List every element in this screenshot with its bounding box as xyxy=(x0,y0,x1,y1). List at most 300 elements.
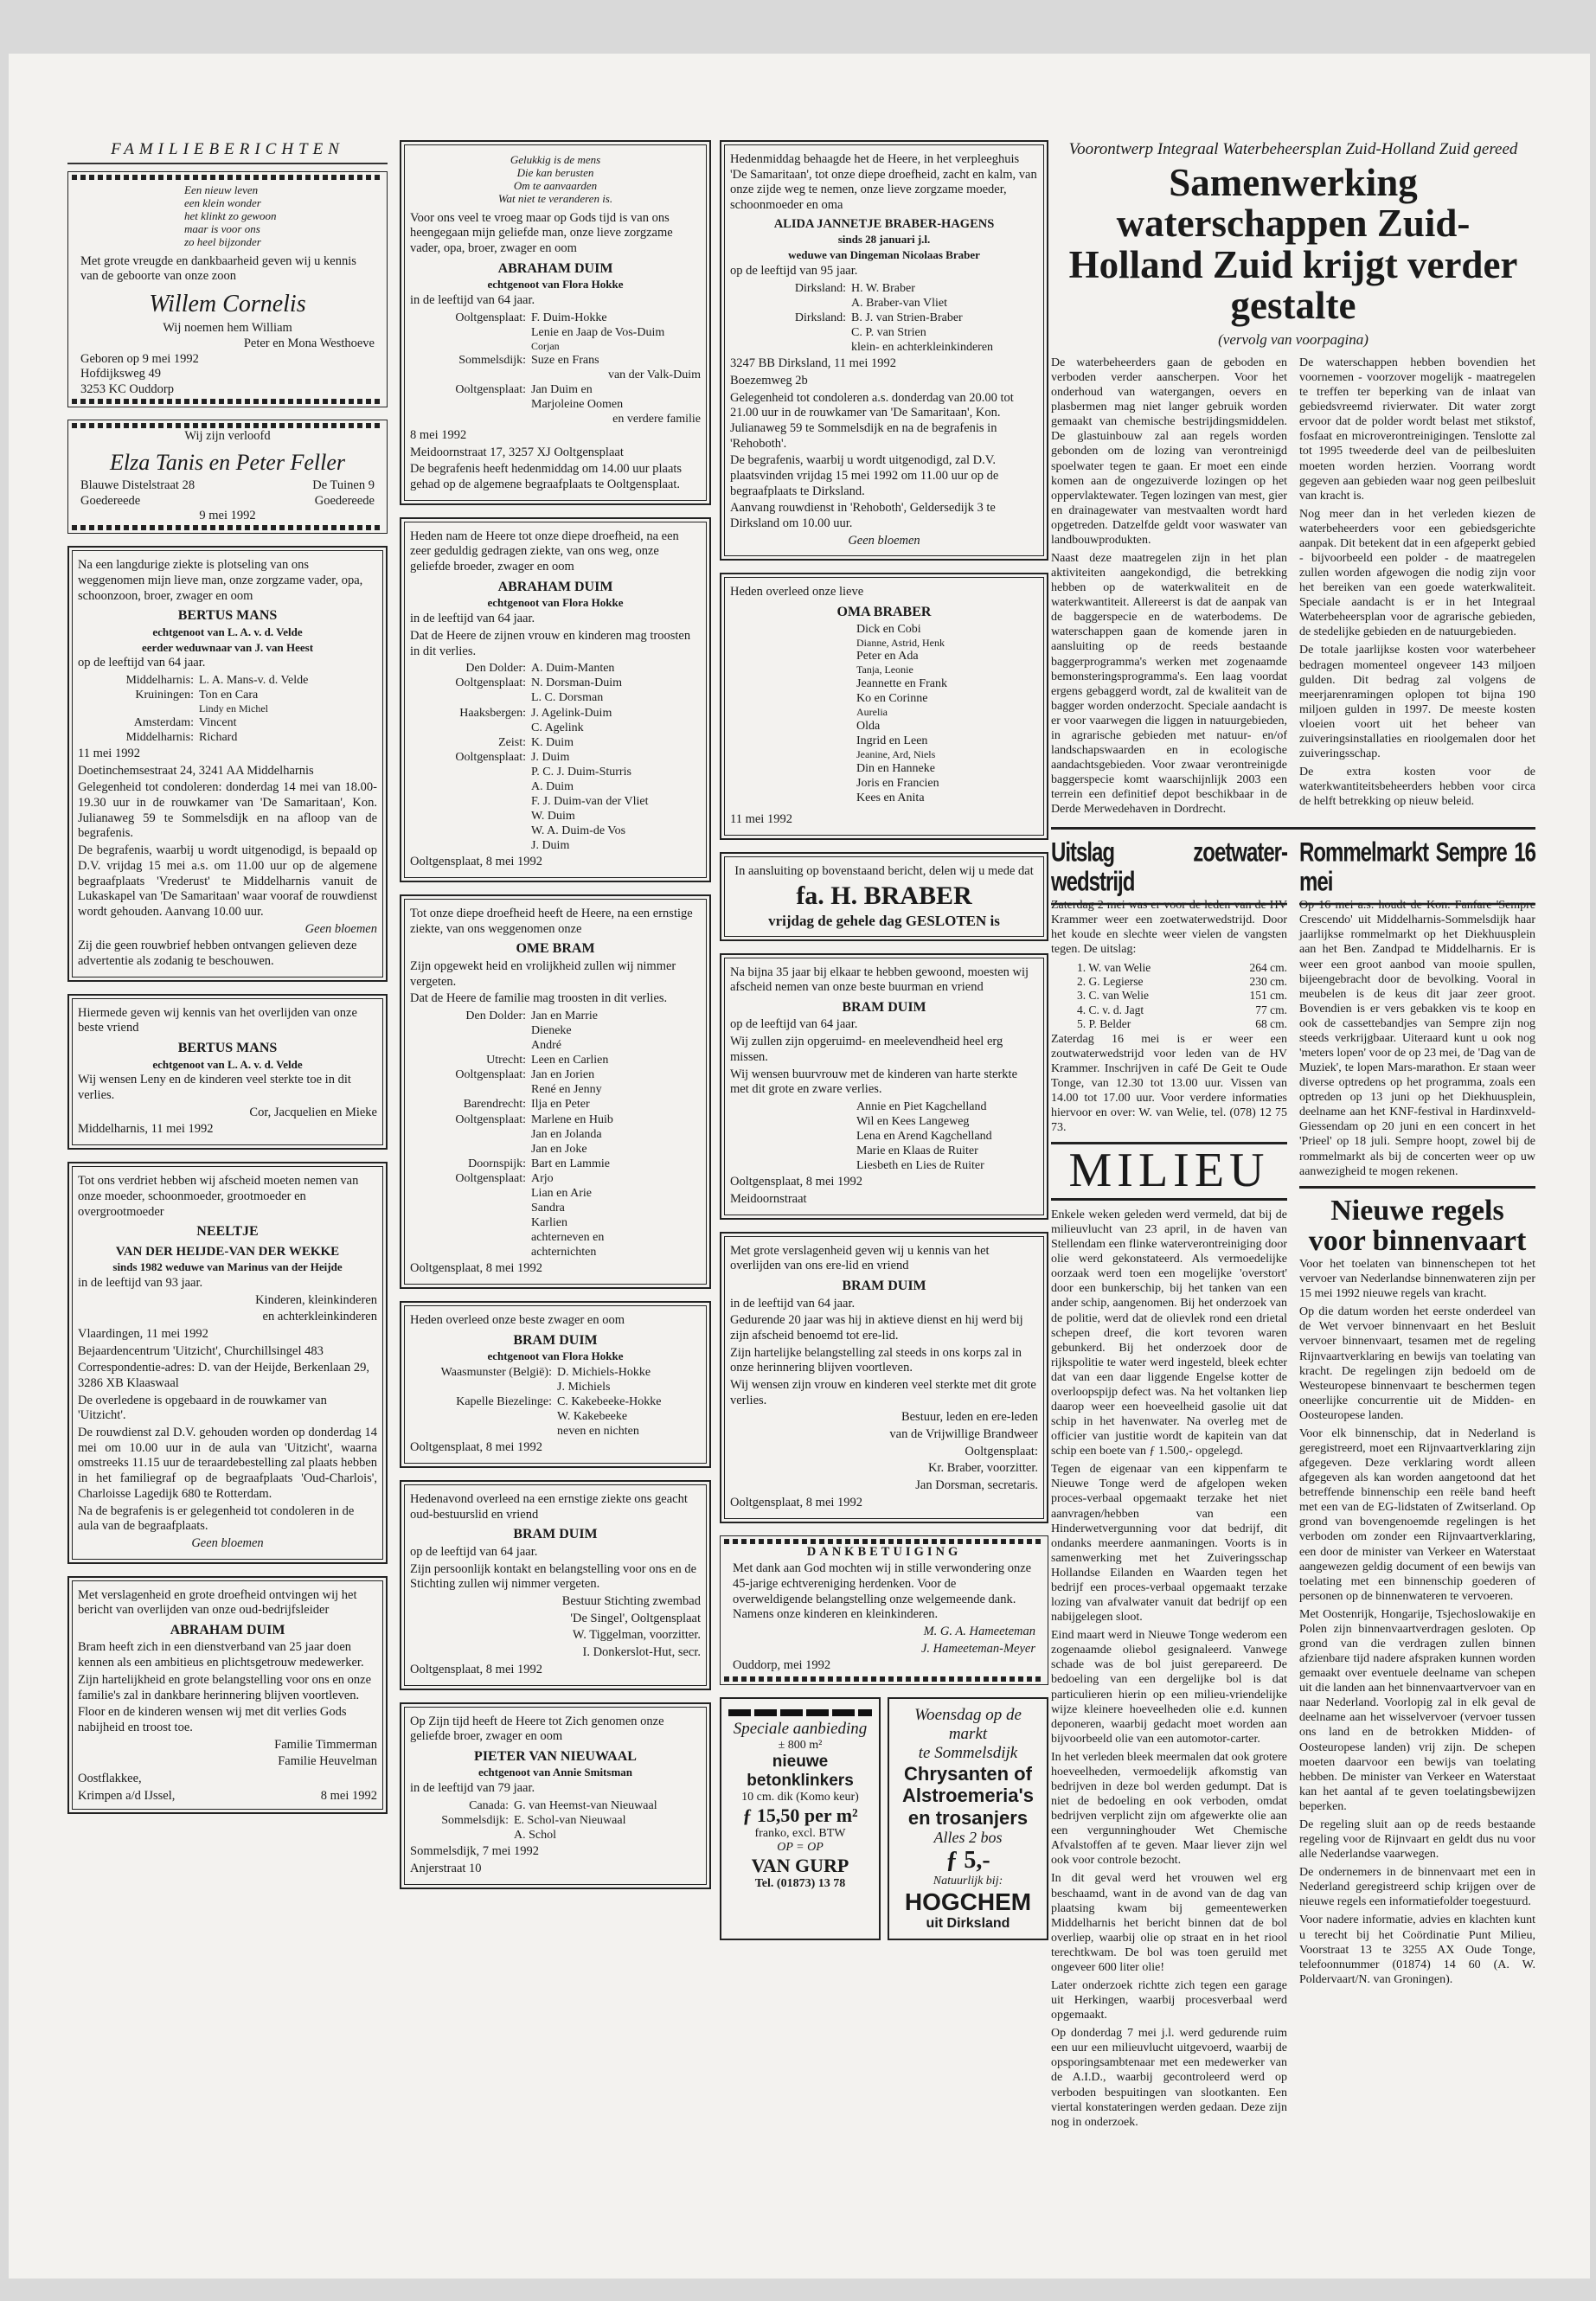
rel-name: H. W. Braber xyxy=(851,281,915,295)
obit-text: Gedurende 20 jaar was hij in aktieve dienst en hij werd bij zijn afscheid benoemd tot ere-lid. xyxy=(730,1313,1023,1343)
obit-sign: Bestuur Stichting zwembad xyxy=(561,1594,701,1609)
obit-place: Ooltgensplaat, 8 mei 1992 xyxy=(730,1175,863,1189)
milieu-paragraph: In dit geval werd het vrouwen wel erg beschaamd, want in de avond van de dag van plaatsing kwam bij gemeentewerken Middelharnis het bericht binnen dat de bol overliep, waarbij olie op straat en in het riool terechtkwam. De bol was toen geruild met ongeveer 600 liter olie! xyxy=(1051,1872,1287,1974)
rel-name: J. Agelink-Duim xyxy=(531,706,612,720)
rel-name: Bart en Lammie xyxy=(531,1157,610,1170)
rel-place: Ooltgensplaat: xyxy=(455,382,526,396)
obituary-bram-duim-zwembad xyxy=(400,1480,711,1689)
binnenvaart-paragraph: Voor elk binnenschip, dat in Nederland is geregistreerd, moet een Rijnvaartverklaring zijn afgegeven. Deze verklaring wordt alleen afgegeven als kan worden aangetoond dat het betreffende binnenschip een reële band heeft met een van de EG-lidstaten of Zwitserland. Op grond van bovengenoemde regelingen is het verboden om zonder een Rijnvaartverklaring, een door de minister van Verkeer en Waterstaat aangewezen geldig document of een bewijs van toelating met een binnenschip goederen of personen op de binnenwateren te vervoeren. xyxy=(1299,1426,1535,1603)
rel-name: Suze en Frans xyxy=(531,353,599,367)
result-row xyxy=(1077,1017,1287,1031)
rel-name: René en Jenny xyxy=(531,1083,602,1097)
grandchild: Joris en Francien xyxy=(856,776,939,790)
rel-place xyxy=(730,340,851,355)
rel-place: Dirksland: xyxy=(794,311,846,324)
binnenvaart-paragraph: Op die datum worden het eerste onderdeel van de Wet vervoer binnenvaart en het Besluit vervoer binnenvaart, tesamen met de regeling Rijnvaartverklaring en bewijs van toelating van kracht. De regelingen zijn bedoeld om de Westeuropese binnenvaart te beschermen tegen oneerlijke concurrentie uit de Midden- en Oosteuropese landen. xyxy=(1299,1305,1535,1422)
article-deck: (vervolg van voorpagina) xyxy=(1218,331,1368,348)
grandchild: Jeanine, Ard, Niels xyxy=(856,748,936,761)
rel-place xyxy=(410,368,531,382)
obit-intro: Tot ons verdriet hebben wij afscheid moeten nemen van onze moeder, schoonmoeder, grootmoeder en overgrootmoeder xyxy=(78,1174,359,1219)
result-length: 68 cm. xyxy=(1255,1017,1287,1031)
neighbour: Marie en Klaas de Ruiter xyxy=(856,1144,978,1158)
rel-place xyxy=(410,1215,531,1230)
rel-name: J. Duim xyxy=(531,839,570,853)
milieu-paragraph: Enkele weken geleden werd vermeld, dat bij de milieuvlucht van 23 april, in de haven van Stellendam een flinke waterverontreiniging door olie werd gekonstateerd. Als vermoedelijke oorzaak werd toen een mogelijke 'overstort' door een bunkerschip, bij het tanken van een ander schip, aangenomen. Bij het onderzoek van de politie, werd dat de olievlek rond een drietal schepen dreef, die kort tevoren waren gebunkerd. Bij het onderzoek door de rijkspolitie te water werd ingesteld, bleek echter dat van een daar liggende Engelse kotter de overloopspijp defect was. Na het voltanken liep daarop weer een hoeveelheid gasolie uit dat schip in het havenwater. Na overleg met de officier van justitie wordt de kapitein van dat schip een boete van ƒ 1.500,- opgelegd. xyxy=(1051,1208,1287,1458)
uitslag-headline: Uitslag zoetwater-wedstrijd xyxy=(1051,836,1287,905)
article-paragraph: De waterbeheerders gaan de geboden en verboden verder aanscherpen. Voor het onderhoud van watergangen, oevers en plasbermen mag niet langer gebruik worden gemaakt van chemische bestrijdingsmiddelen. De glastuinbouw zal aan regels worden gebonden om de lozing van verontreinigd spoelwater tegen te gaan. Er moet een einde komen aan de ongezuiverde lozingen op het oppervlaktewater. Tegen lozingen van mest, gier en drainagewater van mestvaalten wordt hard opgetreden. Datzelfde geldt voor waswater van landbouwprodukten. xyxy=(1051,356,1287,547)
obit-text: Zijn opgewekt heid en vrolijkheid zullen wij nimmer vergeten. xyxy=(410,958,676,989)
obituary-abraham-duim-family xyxy=(400,140,711,505)
rel-name: Corjan xyxy=(531,340,560,353)
result-length: 151 cm. xyxy=(1249,989,1287,1003)
rel-name: B. J. van Strien-Braber xyxy=(851,311,963,324)
obit-name: ABRAHAM DUIM xyxy=(170,1622,285,1638)
obit-place: Oostflakkee, xyxy=(78,1771,142,1785)
rel-name: W. A. Duim-de Vos xyxy=(531,824,626,838)
ad-size: ± 800 m² xyxy=(778,1739,823,1753)
rel-place xyxy=(730,325,851,340)
baby-name: Willem Cornelis xyxy=(149,291,306,318)
obit-date: 11 mei 1992 xyxy=(78,747,140,761)
obit-intro: Met grote verslagenheid geven wij u kennis van het overlijden van ons ere-lid en vriend xyxy=(730,1243,990,1273)
obit-text: Aanvang rouwdienst in 'Rehoboth', Geldersedijk 3 te Dirksland om 10.00 uur. xyxy=(730,501,996,531)
obit-name: OME BRAM xyxy=(516,941,595,957)
binnenvaart-headline: Nieuwe regels voor binnenvaart xyxy=(1308,1194,1527,1258)
milieu-paragraph: Tegen de eigenaar van een kippenfarm te Nieuwe Tonge werd de afgelopen weken proces-verbaal opgemaakt terzake het niet aanvragen/hebben van een Hinderwetvergunning voor dat bedrijf, dit ondanks meerdere aanmaningen. Voorts is in samenwerking met het Zuiveringsschap Hollandse Eilanden en Waarden tegen het bedrijf een proces-verbaal opgemaakt terzake lozing van afvalwater vanuit dat bedrijf op een nabijgelegen sloot. xyxy=(1051,1463,1287,1625)
rel-place xyxy=(410,690,531,705)
obit-name: OMA BRABER xyxy=(836,605,932,620)
obit-family: Kinderen, kleinkinderen xyxy=(255,1292,377,1307)
result-row xyxy=(1077,975,1287,989)
obit-name: BRAM DUIM xyxy=(842,999,926,1015)
obit-intro: Na bijna 35 jaar bij elkaar te hebben gewoond, moesten wij afscheid nemen van onze beste buurman en vriend xyxy=(730,965,1029,995)
obit-address: 3247 BB Dirksland, 11 mei 1992 xyxy=(730,356,896,371)
obit-text: De rouwdienst zal D.V. gehouden worden op donderdag 14 mei om 10.00 uur in de aula van 'Uitzicht', waarna omstreeks 11.15 uur de teraardebestelling zal plaats hebben in het familiegraf op de begraafplaats 'Oud-Charlois', Charloisse Lagedijk 680 te Rotterdam. xyxy=(78,1426,377,1501)
birth-notice xyxy=(67,171,388,407)
obit-sub: echtgenoot van Annie Smitsman xyxy=(478,1766,633,1779)
neighbour: Wil en Kees Langeweg xyxy=(856,1115,970,1128)
rommel-headline: Rommelmarkt Sempre 16 mei xyxy=(1299,836,1535,905)
notice-fa-braber xyxy=(720,852,1048,941)
birth-intro: Met grote vreugde en dankbaarheid geven wij u kennis van de geboorte van onze zoon xyxy=(80,253,356,284)
result-name: 5. P. Belder xyxy=(1077,1017,1131,1031)
milieu-paragraph: In het verleden bleek meermalen dat ook grotere hoeveelheden, vermoedelijk afkomstig van bedrijven in deze bol werden gedumpt. Dat is niet de bedoeling en ook verboden, omdat bedrijven verplicht zijn om afgewerkte olie aan een vergunninghouder Wet Chemische Afvalstoffen af te geven. Maar liever zijn wel ook voor controle bezocht. xyxy=(1051,1750,1287,1868)
obit-intro: Na een langdurige ziekte is plotseling van ons weggenomen mijn lieve man, onze zorgzame vader, opa, schoonzoon, broer, zwager en oom xyxy=(78,558,363,603)
rel-place xyxy=(410,1186,531,1201)
obituary-abraham-duim-siblings xyxy=(400,517,711,882)
rel-place: Middelharnis: xyxy=(125,674,194,688)
ad-price: ƒ 15,50 per m² xyxy=(742,1804,858,1826)
obit-name: NEELTJE xyxy=(196,1224,259,1240)
obit-text: Correspondentie-adres: D. van der Heijde, Berkenlaan 29, 3286 XB Klaaswaal xyxy=(78,1361,370,1391)
obit-age: in de leeftijd van 93 jaar. xyxy=(78,1275,203,1290)
ad-item: en trosanjers xyxy=(907,1806,1029,1829)
poem-line: zo heel bijzonder xyxy=(184,234,261,248)
article-kicker: Voorontwerp Integraal Waterbeheersplan Zuid-Holland Zuid gereed xyxy=(1068,140,1518,158)
grandchild: Tanja, Leonie xyxy=(856,663,913,676)
obit-name: BERTUS MANS xyxy=(177,608,278,624)
obit-text: Na de begrafenis is er gelegenheid tot condoleren in de aula van de begraafplaats. xyxy=(78,1503,355,1534)
obituary-bram-duim-inlaws xyxy=(400,1301,711,1468)
rel-name: Lindy en Michel xyxy=(199,702,268,715)
result-name: 4. C. v. d. Jagt xyxy=(1077,1003,1144,1016)
binnenvaart-paragraph: Voor het toelaten van binnenschepen tot het vervoer van Nederlandse binnenwateren zijn per 15 mei 1992 nieuwe regels van kracht. xyxy=(1299,1258,1535,1301)
obit-name: BRAM DUIM xyxy=(842,1279,926,1294)
obituary-alida-braber xyxy=(720,140,1048,561)
rel-name: F. Duim-Hokke xyxy=(531,311,607,324)
obit-place: Ooltgensplaat, 8 mei 1992 xyxy=(410,1662,543,1676)
ad-hogchem xyxy=(888,1697,1048,1940)
thanks-place: Ouddorp, mei 1992 xyxy=(733,1658,831,1673)
divider xyxy=(1299,1186,1535,1189)
rel-place: Kruiningen: xyxy=(135,689,194,702)
result-row xyxy=(1077,989,1287,1003)
rel-name: C. P. van Strien xyxy=(851,326,926,340)
obit-name: BERTUS MANS xyxy=(177,1041,278,1056)
obit-intro: Hedenmiddag behaagde het de Heere, in het verpleeghuis 'De Samaritaan', tot onze diepe droefheid, zacht en kalm, van onze zijde weg te nemen, onze lieve zorgzame moeder, schoonmoeder en oma xyxy=(730,152,1037,213)
obituary-pieter-van-nieuwaal xyxy=(400,1702,711,1889)
rel-name: W. Duim xyxy=(531,810,575,824)
obit-name: BRAM DUIM xyxy=(513,1332,598,1348)
milieu-paragraph: Voor nadere informatie, advies en klachten kunt u terecht bij het Coördinatie Punt Milieu, Voorstraat 13 te 3255 AX Oude Tonge, telefoonnummer (01874) 14 60 (A. W. Poldervaart/N. van Groningen). xyxy=(1299,1913,1535,1986)
obit-poem xyxy=(410,154,701,206)
obit-sign: I. Donkerslot-Hut, secr. xyxy=(582,1645,701,1660)
obituary-neeltje xyxy=(67,1162,388,1563)
birth-poem xyxy=(80,184,375,249)
newspaper-page xyxy=(9,54,1590,2279)
rel-place: Den Dolder: xyxy=(465,1009,526,1022)
obit-sign: van de Vrijwillige Brandweer xyxy=(889,1427,1038,1442)
poem-line: Die kan berusten xyxy=(516,165,594,179)
obit-sign: Familie Heuvelman xyxy=(278,1754,377,1769)
rel-name: achterneven en xyxy=(531,1231,605,1245)
grandchild: Peter en Ada xyxy=(856,650,919,663)
obit-intro: Heden nam de Heere tot onze diepe droefheid, na een zeer geduldig gedragen ziekte, van ons weg, onze geliefde broeder, zwager en oom xyxy=(410,529,679,574)
obit-date: 11 mei 1992 xyxy=(730,811,792,826)
ad-offer: Alles 2 bos xyxy=(933,1828,1003,1846)
rel-place xyxy=(410,1828,514,1843)
obit-place: Ooltgensplaat, 8 mei 1992 xyxy=(730,1495,863,1509)
thanks-sign: M. G. A. Hameeteman xyxy=(923,1624,1035,1638)
rel-name: Jan en Jorien xyxy=(531,1068,595,1082)
obituary-duim-company xyxy=(67,1576,388,1815)
obit-text: Dat de Heere de zijnen vrouw en kinderen mag troosten in dit verlies. xyxy=(410,628,691,658)
obit-sign: Ooltgensplaat: xyxy=(965,1444,1038,1458)
grandchild: Dick en Cobi xyxy=(856,622,921,636)
rel-place xyxy=(410,1038,531,1053)
rel-place xyxy=(410,794,531,809)
obit-text: Dat de Heere de familie mag troosten in dit verlies. xyxy=(410,991,668,1006)
obit-address: Doetinchemsestraat 24, 3241 AA Middelharnis xyxy=(78,763,314,778)
rel-name: A. Duim xyxy=(531,779,574,793)
obit-text: Wij wensen Leny en de kinderen veel sterkte toe in dit verlies. xyxy=(78,1073,351,1103)
obituary-oma-braber xyxy=(720,573,1048,839)
obit-age: op de leeftijd van 64 jaar. xyxy=(410,1545,538,1559)
rel-name: W. Kakebeeke xyxy=(557,1410,628,1424)
rel-name: van der Valk-Duim xyxy=(607,368,701,381)
milieu-headline: MILIEU xyxy=(1051,1142,1287,1201)
obit-flowers: Geen bloemen xyxy=(848,533,920,548)
baby-nickname: Wij noemen hem William xyxy=(163,321,292,336)
obit-intro: Hiermede geven wij kennis van het overlijden van onze beste vriend xyxy=(78,1005,357,1035)
rel-name: J. Michiels xyxy=(557,1381,611,1394)
obit-name: ABRAHAM DUIM xyxy=(497,260,613,276)
result-length: 264 cm. xyxy=(1249,960,1287,974)
obit-flowers: Geen bloemen xyxy=(191,1535,264,1550)
ad-title: Woensdag op de markt xyxy=(914,1706,1022,1744)
obituary-ome-bram xyxy=(400,894,711,1289)
obit-age: in de leeftijd van 64 jaar. xyxy=(730,1296,856,1311)
rel-place: Doornspijk: xyxy=(468,1157,526,1170)
rel-name: Sandra xyxy=(531,1201,565,1215)
result-length: 230 cm. xyxy=(1249,974,1287,988)
obit-intro: Met verslagenheid en grote droefheid ontvingen wij het bericht van overlijden van onze oud-bedrijfsleider xyxy=(78,1587,357,1618)
rel-name: Karlien xyxy=(531,1216,567,1230)
rel-name: Marlene en Huib xyxy=(531,1112,613,1126)
column-4 xyxy=(1051,140,1535,2133)
rel-place: Ooltgensplaat: xyxy=(455,1171,526,1185)
rel-place xyxy=(410,1230,531,1245)
uitslag-text: Zaterdag 16 mei is er weer een zoutwaterwedstrijd voor leden van de HV Krammer. Inschrijven in café De Geit te Oude Tonge, van 12.30 tot 13.00 uur. Vissen van 14.00 tot 17.00 uur. Voor verdere informaties hiervoor en over: W. van Welie, tel. (078) 12 75 73. xyxy=(1051,1032,1287,1135)
grandchild: Ingrid en Leen xyxy=(856,734,928,747)
rel-place xyxy=(410,765,531,779)
rel-place: Zeist: xyxy=(498,735,526,749)
obit-sub: echtgenoot van L. A. v. d. Velde xyxy=(152,625,303,638)
obit-street: Meidoornstraat xyxy=(730,1192,807,1206)
rel-place xyxy=(78,702,199,715)
rel-name: A. Schol xyxy=(514,1829,556,1843)
obit-sign: 'De Singel', Ooltgensplaat xyxy=(570,1611,701,1625)
obit-age: in de leeftijd van 64 jaar. xyxy=(410,612,535,626)
engage-addr: De Tuinen 9 xyxy=(312,478,375,493)
column-1 xyxy=(67,140,388,1826)
obit-place: Ooltgensplaat, 8 mei 1992 xyxy=(410,855,543,869)
obituary-bertus-mans-friends xyxy=(67,994,388,1150)
article-paragraph: De waterschappen hebben bovendien het voornemen - voorzover mogelijk - maatregelen te treffen ter beperking van de inlaat van gebiedsvreemd rivierwater. Dit water zorgt ervoor dat de polder wordt belast met stikstof, fosfaat en microverontreinigingen. Tenslotte zal tot 1995 tweederde deel van de peilbesluiten moeten worden herzien. Voorrang wordt gegeven aan gebieden waar nog geen peilbesluit van kracht is. xyxy=(1299,356,1535,503)
obit-intro: Op Zijn tijd heeft de Heere tot Zich genomen onze geliefde broer, zwager en oom xyxy=(410,1714,664,1744)
rel-place xyxy=(410,397,531,412)
rel-name: A. Duim-Manten xyxy=(531,662,615,676)
obit-sub: weduwe van Dingeman Nicolaas Braber xyxy=(788,248,980,262)
obit-sign: Bestuur, leden en ere-leden xyxy=(901,1410,1038,1425)
obit-place: Krimpen a/d IJssel, xyxy=(78,1788,176,1803)
rel-place: Waasmunster (België): xyxy=(440,1366,552,1380)
rel-place xyxy=(410,809,531,824)
obit-intro: Tot onze diepe droefheid heeft de Heere, na een ernstige ziekte, van ons weggenomen onze xyxy=(410,907,693,936)
obit-text: Wij zullen zijn opgeruimd- en meelevendheid heel erg missen. xyxy=(730,1035,1003,1064)
parents: Peter en Mona Westhoeve xyxy=(243,336,375,350)
result-name: 2. G. Legierse xyxy=(1077,974,1144,988)
rel-name: Arjo xyxy=(531,1171,554,1185)
rel-name: André xyxy=(531,1039,561,1053)
ad-item: Chrysanten of xyxy=(904,1763,1032,1785)
obit-name: VAN DER HEIJDE-VAN DER WEKKE xyxy=(115,1244,340,1259)
engage-date: 9 mei 1992 xyxy=(199,509,256,523)
rel-place xyxy=(410,1142,531,1157)
article-water xyxy=(1051,356,1535,820)
obit-name: PIETER VAN NIEUWAAL xyxy=(474,1748,637,1764)
notice-closed: vrijdag de gehele dag GESLOTEN is xyxy=(768,912,1000,929)
birth-date: Geboren op 9 mei 1992 xyxy=(80,351,199,366)
neighbour: Liesbeth en Lies de Ruiter xyxy=(856,1159,984,1173)
engage-city: Goedereede xyxy=(80,493,141,508)
rel-name: F. J. Duim-van der Vliet xyxy=(531,795,649,808)
poem-line: Gelukkig is de mens xyxy=(510,153,601,166)
ad-terms: franko, excl. BTW xyxy=(754,1826,846,1840)
dankbetuiging xyxy=(720,1535,1048,1686)
grandchild: Aurelia xyxy=(856,706,888,719)
obit-text: Gelegenheid tot condoleren: donderdag 14 mei van 18.00-19.30 uur in de rouwkamer van 'De Samaritaan', Kon. Julianaweg 59 te Sommelsdijk en na afloop van de begrafenis. xyxy=(78,780,377,841)
rel-place xyxy=(410,1409,557,1424)
rel-place xyxy=(410,1424,557,1439)
milieu-paragraph: Op donderdag 7 mei j.l. werd gedurende ruim een uur een milieuvlucht uitgevoerd, waarbij de opsporingsambtenaar met een medewerker van de A.I.D., waarbij gecontroleerd werd op verboden bespuitingen van slootkanten. Een viertal konstateringen werden gedaan. Deze zijn nog in onderzoek. xyxy=(1051,2027,1287,2129)
rel-name: Dieneke xyxy=(531,1024,572,1038)
obit-place: Ooltgensplaat, 8 mei 1992 xyxy=(410,1261,543,1276)
rel-place xyxy=(410,1380,557,1394)
rel-name: L. A. Mans-v. d. Velde xyxy=(199,674,309,688)
binnenvaart-paragraph: De regeling sluit aan op de reeds bestaande regeling voor de Rijnvaart en geldt dus nu voor alle Nederlandse vaarwegen. xyxy=(1299,1817,1535,1862)
engage-addr: Blauwe Distelstraat 28 xyxy=(80,478,195,493)
rel-place xyxy=(410,340,531,353)
obit-street: Boezemweg 2b xyxy=(730,373,808,388)
obit-flowers: Geen bloemen xyxy=(304,921,377,936)
rel-name: J. Duim xyxy=(531,750,570,764)
rel-place: Utrecht: xyxy=(486,1054,526,1067)
rel-place xyxy=(410,1201,531,1215)
obit-text: Gelegenheid tot condoleren a.s. donderdag van 20.00 tot 21.00 uur in de rouwkamer van 'De Samaritaan', Kon. Julianaweg 59 te Sommelsdijk en na de begrafenis in 'Rehoboth'. xyxy=(730,390,1014,451)
result-name: 1. W. van Welie xyxy=(1077,960,1151,974)
rel-place xyxy=(410,1023,531,1038)
poem-line: Om te aanvaarden xyxy=(513,178,598,192)
obit-intro: Hedenavond overleed na een ernstige ziekte ons geacht oud-bestuurslid en vriend xyxy=(410,1492,688,1522)
obit-text: Zij die geen rouwbrief hebben ontvangen gelieven deze advertentie als zodanig te beschouwen. xyxy=(78,939,357,968)
rel-name: Jan en Joke xyxy=(531,1142,587,1156)
rel-place xyxy=(410,824,531,838)
poem-line: het klinkt zo gewoon xyxy=(184,208,277,222)
uitslag-text: Zaterdag 2 mei was er voor de leden van de HV Krammer weer een zoetwaterwedstrijd. Door het koude en slechte weer vielen de vangsten tegen. De uitslag: xyxy=(1051,899,1287,957)
grandchild: Jeannette en Frank xyxy=(856,677,947,691)
obit-address: Bejaardencentrum 'Uitzicht', Churchillsingel 483 xyxy=(78,1343,324,1358)
obit-text: De begrafenis heeft hedenmiddag om 14.00 uur plaats gehad op de algemene begraafplaats te Ooltgensplaat. xyxy=(410,462,683,492)
obit-intro: Heden overleed onze lieve xyxy=(730,585,864,599)
poem-line: Een nieuw leven xyxy=(184,183,259,196)
rel-name: Lenie en Jaap de Vos-Duim xyxy=(531,325,665,339)
obituary-bertus-mans xyxy=(67,546,388,982)
rel-place xyxy=(410,1127,531,1142)
obit-age: in de leeftijd van 79 jaar. xyxy=(410,1781,535,1796)
obit-sub: sinds 28 januari j.l. xyxy=(837,233,931,247)
obit-sub: echtgenoot van Flora Hokke xyxy=(487,596,624,610)
engage-names: Elza Tanis en Peter Feller xyxy=(109,450,345,476)
poem-line: Wat niet te veranderen is. xyxy=(497,191,613,205)
obit-text: Zijn hartelijkheid en grote belangstelling voor ons en onze familie's zal in dankbare herinnering blijven voortleven. xyxy=(78,1672,372,1702)
birth-postcode: 3253 KC Ouddorp xyxy=(80,381,174,396)
obit-text: Floor en de kinderen wensen wij met dit verlies Gods nabijheid en troost toe. xyxy=(78,1705,347,1734)
obit-address: Anjerstraat 10 xyxy=(410,1861,482,1875)
birth-address: Hofdijksweg 49 xyxy=(80,367,162,381)
rel-name: Vincent xyxy=(199,715,237,729)
article-headline: Samenwerking waterschappen Zuid-Holland Zuid krijgt verder gestalte xyxy=(1068,161,1518,327)
rommel-text: Op 16 mei a.s. houdt de Kon. Fanfare 'Sempre Crescendo' uit Middelharnis-Sommelsdijk haar jaarlijkse rommelmarkt op het Diekhuusplein aan het Ben. Zandpad te Middelharnis. Er is weer een groot aanbod van mooie spullen, bijeengebracht door de bevolking. Vooral in meubelen is de keus dit jaar zeer groot. Bovendien is er vers gebakken vis te koop en ook de cassettebandjes van Sempre zijn nog steeds verkrijgbaar. Uiteraard kunt u ook nog 'meters lopen' voor de op 23 mei, de 'Dag van de Muziek', te lopen Mars-marathon. Er staan weer diverse optredens op het programma, zoals een optreden op 13 juni op het Diekhuusplein, deelname aan het KNF-festival in Hardinxveld-Giessendam op 20 juni en een concert in het 'Prieel' op 18 juli. Sempre hoopt, zowel bij de rommelmarkt als bij de concerten weer op uw aanwezigheid te mogen rekenen. xyxy=(1299,899,1535,1178)
engage-city: Goedereede xyxy=(314,493,375,508)
obit-place: Middelharnis, 11 mei 1992 xyxy=(78,1122,214,1137)
rel-place: Kapelle Biezelinge: xyxy=(456,1395,552,1409)
ad-price: ƒ 5,- xyxy=(945,1846,990,1874)
rel-name: A. Braber-van Vliet xyxy=(851,296,948,310)
rel-place: Ooltgensplaat: xyxy=(455,311,526,324)
rel-name: C. Agelink xyxy=(531,721,584,734)
result-length: 77 cm. xyxy=(1255,1003,1287,1016)
obit-date: 8 mei 1992 xyxy=(320,1788,377,1803)
obit-sub: echtgenoot van Flora Hokke xyxy=(487,1349,624,1363)
obit-sign: Jan Dorsman, secretaris. xyxy=(915,1478,1038,1493)
obit-place: Sommelsdijk, 7 mei 1992 xyxy=(410,1844,540,1859)
rel-name: Richard xyxy=(199,730,238,744)
obit-date: 8 mei 1992 xyxy=(410,428,467,443)
obit-sign: Familie Timmerman xyxy=(274,1737,377,1752)
rel-name: Jan en Jolanda xyxy=(531,1127,602,1141)
divider xyxy=(1051,827,1535,830)
rel-name: Leen en Carlien xyxy=(531,1054,609,1067)
rel-place: Middelharnis: xyxy=(125,730,194,744)
obit-sign: W. Tiggelman, voorzitter. xyxy=(572,1628,701,1643)
binnenvaart-paragraph: De ondernemers in de binnenvaart met een in Nederland geregistreerd schip krijgen over de nieuwe regels een informatiefolder toegestuurd. xyxy=(1299,1866,1535,1909)
obit-text: De overledene is opgebaard in de rouwkamer van 'Uitzicht'. xyxy=(78,1393,327,1423)
rel-name: en verdere familie xyxy=(612,412,701,426)
milieu-paragraph: Later onderzoek richtte zich tegen een garage uit Herkingen, waarbij procesverbaal werd opgemaakt. xyxy=(1051,1978,1287,2022)
rel-name: Ton en Cara xyxy=(199,689,259,702)
poem-line: maar is voor ons xyxy=(184,221,260,235)
rel-name: Marjoleine Oomen xyxy=(531,397,624,411)
rel-name: Jan en Marrie xyxy=(531,1009,598,1022)
obit-name: BRAM DUIM xyxy=(513,1527,598,1542)
rel-name: N. Dorsman-Duim xyxy=(531,676,622,690)
rel-place: Ooltgensplaat: xyxy=(455,1068,526,1082)
neighbour: Annie en Piet Kagchelland xyxy=(856,1099,987,1113)
obit-text: Zijn hartelijke belangstelling zal steeds in ons korps zal in onze herinnering blijven voortleven. xyxy=(730,1345,1022,1375)
rel-place: Ooltgensplaat: xyxy=(455,750,526,764)
grandchild: Kees en Anita xyxy=(856,791,925,804)
ad-phone: Tel. (01873) 13 78 xyxy=(754,1876,846,1890)
obit-age: in de leeftijd van 64 jaar. xyxy=(410,293,535,308)
ad-border xyxy=(728,1709,872,1716)
section-title: FAMILIEBERICHTEN xyxy=(67,140,388,164)
obit-name: ABRAHAM DUIM xyxy=(497,579,613,594)
thanks-text: Met dank aan God mochten wij in stille verwondering onze 45-jarige echtvereniging herdenken. Voor de overweldigende belangstelling onze welgemeende dank. Namens onze kinderen en kleinkinderen. xyxy=(733,1561,1032,1622)
obit-text: Wij wensen buurvrouw met de kinderen van harte sterkte met dit grote en zware verlies. xyxy=(730,1067,1017,1097)
ad-note: Natuurlijk bij: xyxy=(933,1874,1003,1888)
obit-sub: echtgenoot van L. A. v. d. Velde xyxy=(152,1057,303,1071)
neighbour: Lena en Arend Kagchelland xyxy=(856,1130,992,1144)
obit-sign: Cor, Jacquelien en Mieke xyxy=(249,1105,377,1119)
rel-place xyxy=(410,838,531,853)
obit-sign: Kr. Braber, voorzitter. xyxy=(927,1461,1038,1476)
obituary-bram-duim-brandweer xyxy=(720,1232,1048,1523)
article-paragraph: De extra kosten voor de waterkwantiteitsbeheerders hebben voor circa de helft betrekking op nieuw beleid. xyxy=(1299,766,1535,809)
result-name: 3. C. van Welie xyxy=(1077,989,1150,1003)
results-table xyxy=(1051,961,1287,1032)
binnenvaart-paragraph: Met Oostenrijk, Hongarije, Tsjechoslowakije en Polen zijn binnenvaartverdragen gesloten. Op grond van die verdragen zullen binnen afzienbare tijd nadere afspraken kunnen worden gemaakt over eventuele deelname van schepen uit die landen aan het binnenvaartvervoer van en naar Nederland. Voorlopig zal in elk geval de deelname aan het wisselvervoer (vervoer tussen ons land en de betrokken Midden- of Oosteuropese landen) vrij zijn. De schepen moeten daarvoor een bewijs van toelating hebben. De minister van Verkeer en Waterstaat kan het aantal af te geven toelatingsbewijzen beperken. xyxy=(1299,1607,1535,1813)
ad-title: Speciale aanbieding xyxy=(733,1720,868,1739)
rel-place: Sommelsdijk: xyxy=(458,353,526,367)
obit-age: op de leeftijd van 64 jaar. xyxy=(730,1017,858,1032)
rel-place xyxy=(410,412,531,426)
rel-name: C. Kakebeeke-Hokke xyxy=(557,1395,662,1409)
poem-line: een klein wonder xyxy=(184,195,261,209)
notice-company: fa. H. BRABER xyxy=(796,881,972,911)
obit-place: Ooltgensplaat, 8 mei 1992 xyxy=(410,1440,543,1455)
rel-name: L. C. Dorsman xyxy=(531,691,604,705)
